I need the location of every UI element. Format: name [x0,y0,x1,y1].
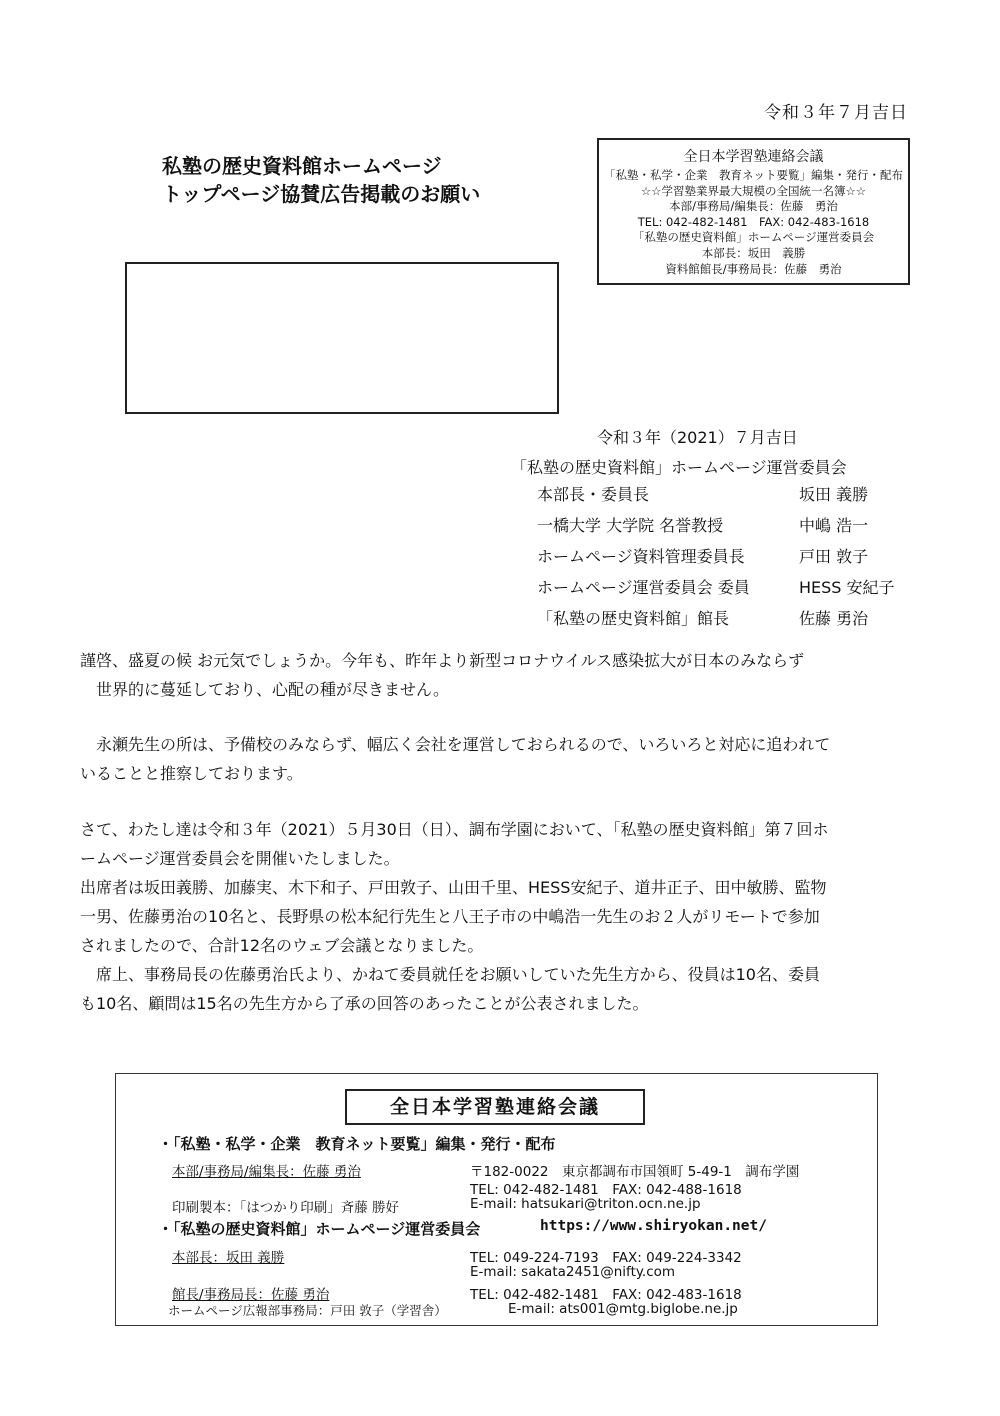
footer-s1-tel: TEL: 042-482-1481 FAX: 042-488-1618 [470,1182,742,1198]
text-line: 永瀬先生の所は、予備校のみならず、幅広く会社を運営しておられるので、いろいろと対応に追われて [80,735,831,754]
footer-s2-tel1: TEL: 049-224-7193 FAX: 049-224-3342 [470,1250,742,1266]
footer-s2-email3: E-mail: ats001@mtg.biglobe.ne.jp [508,1301,738,1317]
member-row [537,544,917,575]
member-role: 一橋大学 大学院 名誉教授 [537,516,724,535]
member-name: HESS 安紀子 [799,578,895,597]
committee-members [537,482,917,637]
footer-s2-email1: E-mail: sakata2451@nifty.com [470,1264,676,1280]
member-role: 「私塾の歴史資料館」館長 [537,609,730,628]
footer-s2-tel2: TEL: 042-482-1481 FAX: 042-483-1618 [470,1287,742,1303]
footer-section1-heading: ・「私塾・私学・企業 教育ネット要覧」編集・発行・配布 [158,1135,556,1153]
document-date: 令和３年７月吉日 [764,103,908,123]
footer-s2-contact2: 館長/事務局長：佐藤 勇治 [172,1287,330,1303]
paragraph-second [80,730,922,788]
address-window-box [125,262,559,414]
org-line: TEL: 042-482-1481 FAX: 042-483-1618 [637,214,870,229]
text-line: も10名、顧問は15名の先生方から了承の回答のあったことが公表されました。 [80,994,649,1013]
member-name: 戸田 敦子 [799,547,869,566]
title-line-2: トップページ協賛広告掲載のお願い [162,182,481,206]
text-line: ームページ運営委員会を開催いたしました。 [80,849,400,868]
committee-title: 「私塾の歴史資料館」ホームページ運営委員会 [511,458,847,477]
committee-date: 令和３年（2021）７月吉日 [597,428,798,447]
title-line-1: 私塾の歴史資料館ホームページ [162,154,442,178]
text-line: 一男、佐藤勇治の10名と、長野県の松本紀行先生と八王子市の中嶋浩一先生のお２人がリモートで参加 [80,907,820,926]
member-name: 坂田 義勝 [799,485,869,504]
footer-s2-url[interactable]: https://www.shiryokan.net/ [540,1218,767,1234]
footer-section2-heading: ・「私塾の歴史資料館」ホームページ運営委員会 [158,1220,481,1238]
member-name: 佐藤 勇治 [799,609,869,628]
text-line: いることと推察しております。 [80,764,303,783]
text-line: されましたので、合計12名のウェブ会議となりました。 [80,936,484,955]
text-line: 世界的に蔓延しており、心配の種が尽きません。 [80,680,449,699]
text-line: 席上、事務局長の佐藤勇治氏より、かねて委員就任をお願いしていた先生方から、役員は10名、委員 [80,965,820,984]
org-line: 本部長：坂田 義勝 [701,245,806,260]
footer-s2-contact1: 本部長：坂田 義勝 [172,1250,285,1266]
member-row [537,575,917,606]
footer-s2-contact3: ホームページ広報部事務局：戸田 敦子（学習舎） [168,1303,447,1318]
org-line: 「私塾・私学・企業 教育ネット要覧」編集・発行・配布 [604,168,903,182]
org-name: 全日本学習塾連絡会議 [683,149,824,165]
paragraph-greeting [80,646,922,704]
member-row [537,606,917,637]
text-line: 謹啓、盛夏の候 お元気でしょうか。今年も、昨年より新型コロナウイルス感染拡大が日本のみならず [80,651,805,670]
footer-s1-email: E-mail: hatsukari@triton.ocn.ne.jp [470,1196,701,1212]
document-title [162,152,480,208]
footer-s1-address: 〒182-0022 東京都調布市国領町 5-49-1 調布学園 [470,1164,800,1180]
org-line: 「私塾の歴史資料館」ホームページ運営委員会 [632,230,875,245]
org-line: 本部/事務局/編集長：佐藤 勇治 [669,199,838,214]
footer-title: 全日本学習塾連絡会議 [345,1089,645,1125]
paragraph-report [80,815,922,1018]
member-role: 本部長・委員長 [537,485,650,504]
org-line: 資料館館長/事務局長：佐藤 勇治 [665,261,842,276]
org-line: ☆☆学習塾業界最大規模の全国統一名簿☆☆ [640,183,867,198]
member-name: 中嶋 浩一 [799,516,869,535]
member-row [537,513,917,544]
footer-s1-contact: 本部/事務局/編集長：佐藤 勇治 [172,1164,361,1180]
organization-box [597,138,910,285]
member-row [537,482,917,513]
footer-s1-print: 印刷製本：「はつかり印刷」斉藤 勝好 [172,1200,400,1216]
text-line: 出席者は坂田義勝、加藤実、木下和子、戸田敦子、山田千里、HESS安紀子、道井正子、田中敏勝、監物 [80,878,827,897]
member-role: ホームページ資料管理委員長 [537,547,745,566]
member-role: ホームページ運営委員会 委員 [537,578,750,597]
text-line: さて、わたし達は令和３年（2021）５月30日（日）、調布学園において、「私塾の歴史資料館」第７回ホ [80,820,829,839]
